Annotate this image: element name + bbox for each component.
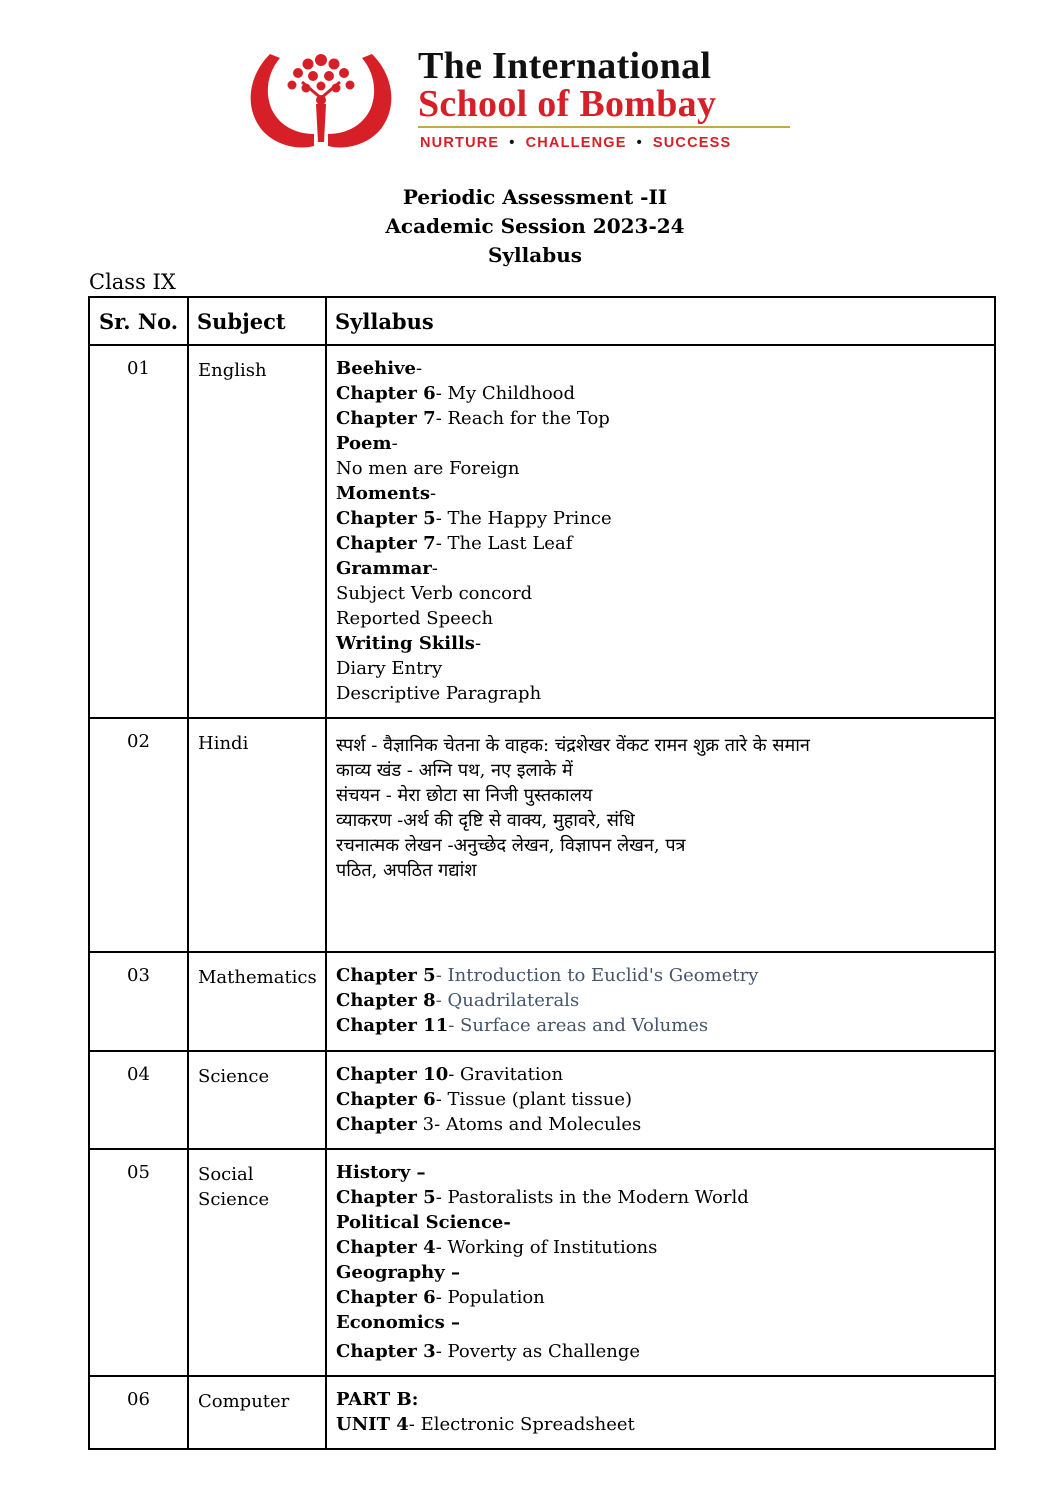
syllabus-text: Descriptive Paragraph [336, 683, 542, 704]
syllabus-heading: Chapter [336, 1114, 417, 1135]
syllabus-line [336, 506, 986, 531]
subject-name: Computer [188, 1376, 326, 1449]
syllabus-text: काव्य खंड - अग्नि पथ, नए इलाके में [336, 760, 573, 781]
syllabus-text: - Gravitation [448, 1064, 564, 1085]
document-titles [0, 183, 1058, 270]
serial-number: 03 [89, 952, 188, 1051]
school-name-line2: School of Bombay [418, 83, 717, 125]
syllabus-line [336, 631, 986, 656]
school-logo [240, 46, 402, 158]
syllabus-heading: Chapter 10 [336, 1064, 449, 1085]
syllabus-heading: Writing Skills [336, 633, 475, 654]
header-sr-no: Sr. No. [89, 297, 188, 345]
syllabus-line [336, 1112, 986, 1137]
syllabus-text: रचनात्मक लेखन -अनुच्छेद लेखन, विज्ञापन लेखन, पत्र [336, 835, 686, 856]
table-header-row [89, 297, 995, 345]
syllabus-heading: History – [336, 1162, 426, 1183]
syllabus-line [336, 988, 986, 1013]
syllabus-text: - The Last Leaf [435, 533, 573, 554]
syllabus-line [336, 858, 986, 883]
tagline-word: CHALLENGE [525, 135, 627, 151]
syllabus-text: - Pastoralists in the Modern World [435, 1187, 749, 1208]
school-tagline [420, 135, 731, 151]
class-label: Class IX [89, 270, 176, 294]
syllabus-text: - Quadrilaterals [435, 990, 580, 1011]
serial-number: 02 [89, 718, 188, 952]
syllabus-text: - My Childhood [435, 383, 576, 404]
syllabus-heading: PART B: [336, 1389, 419, 1410]
syllabus-line [336, 1210, 986, 1235]
bullet-icon: • [636, 135, 643, 151]
syllabus-cell [326, 1149, 995, 1376]
syllabus-line [336, 681, 986, 706]
table-row [89, 1149, 995, 1376]
syllabus-heading: Political Science- [336, 1212, 511, 1233]
syllabus-text: - Population [435, 1287, 545, 1308]
assessment-title: Periodic Assessment -II [402, 185, 668, 209]
header-divider [418, 126, 790, 128]
syllabus-cell [326, 1051, 995, 1149]
syllabus-text: व्याकरण -अर्थ की दृष्टि से वाक्य, मुहावरे, संधि [336, 810, 635, 831]
syllabus-line [336, 833, 986, 858]
syllabus-line [336, 656, 986, 681]
syllabus-text: - Surface areas and Volumes [448, 1015, 709, 1036]
syllabus-heading: Economics – [336, 1312, 461, 1333]
syllabus-text: संचयन - मेरा छोटा सा निजी पुस्तकालय [336, 785, 593, 806]
syllabus-text: - Electronic Spreadsheet [408, 1414, 635, 1435]
syllabus-line [336, 1339, 986, 1364]
syllabus-title: Syllabus [487, 243, 582, 267]
syllabus-heading: Chapter 8 [336, 990, 436, 1011]
subject-name: Hindi [188, 718, 326, 952]
syllabus-text: - [431, 558, 438, 579]
syllabus-line [336, 733, 986, 758]
syllabus-line [336, 1310, 986, 1335]
syllabus-text: - The Happy Prince [435, 508, 612, 529]
syllabus-text: 3- Atoms and Molecules [416, 1114, 642, 1135]
syllabus-line [336, 381, 986, 406]
syllabus-line [336, 1260, 986, 1285]
table-row [89, 1051, 995, 1149]
subject-name: Mathematics [188, 952, 326, 1051]
bullet-icon: • [509, 135, 516, 151]
syllabus-cell [326, 718, 995, 952]
school-header [0, 0, 1058, 170]
syllabus-line [336, 783, 986, 808]
syllabus-heading: Chapter 5 [336, 1187, 436, 1208]
syllabus-text: Reported Speech [336, 608, 494, 629]
syllabus-line [336, 356, 986, 381]
syllabus-line [336, 531, 986, 556]
syllabus-heading: Chapter 7 [336, 533, 436, 554]
syllabus-line [336, 481, 986, 506]
syllabus-heading: Chapter 3 [336, 1341, 436, 1362]
syllabus-line [336, 1235, 986, 1260]
syllabus-cell [326, 952, 995, 1051]
syllabus-text: No men are Foreign [336, 458, 520, 479]
tagline-word: SUCCESS [652, 135, 732, 151]
syllabus-heading: Chapter 11 [336, 1015, 449, 1036]
syllabus-line [336, 758, 986, 783]
syllabus-text: - Working of Institutions [435, 1237, 658, 1258]
syllabus-line [336, 1062, 986, 1087]
syllabus-line [336, 1412, 986, 1437]
syllabus-text: - Reach for the Top [435, 408, 610, 429]
syllabus-heading: Chapter 4 [336, 1237, 436, 1258]
serial-number: 01 [89, 345, 188, 718]
syllabus-heading: Grammar [336, 558, 432, 579]
syllabus-line [336, 581, 986, 606]
syllabus-line [336, 1185, 986, 1210]
serial-number: 05 [89, 1149, 188, 1376]
syllabus-line [336, 406, 986, 431]
subject-name: Science [188, 1051, 326, 1149]
syllabus-line [336, 963, 986, 988]
syllabus-heading: Geography – [336, 1262, 460, 1283]
serial-number: 06 [89, 1376, 188, 1449]
subject-name: English [188, 345, 326, 718]
header-syllabus: Syllabus [326, 297, 995, 345]
syllabus-text: स्पर्श - वैज्ञानिक चेतना के वाहक: चंद्रशेखर वेंकट रामन शुक्र तारे के समान [336, 735, 810, 756]
syllabus-line [336, 1160, 986, 1185]
syllabus-line [336, 556, 986, 581]
syllabus-heading: Chapter 6 [336, 1089, 436, 1110]
syllabus-text: - Tissue (plant tissue) [435, 1089, 633, 1110]
table-row [89, 718, 995, 952]
syllabus-text: - Poverty as Challenge [435, 1341, 640, 1362]
syllabus-text: - [474, 633, 482, 654]
syllabus-line [336, 1285, 986, 1310]
syllabus-heading: Chapter 5 [336, 508, 436, 529]
syllabus-line [336, 431, 986, 456]
syllabus-text: पठित, अपठित गद्यांश [336, 860, 477, 881]
school-name-line1: The International [418, 45, 712, 87]
syllabus-line [336, 606, 986, 631]
syllabus-text: - [391, 433, 398, 454]
syllabus-table [88, 296, 996, 1450]
syllabus-text: Diary Entry [336, 658, 443, 679]
syllabus-cell [326, 1376, 995, 1449]
syllabus-line [336, 1087, 986, 1112]
syllabus-heading: UNIT 4 [336, 1414, 409, 1435]
table-row [89, 1376, 995, 1449]
session-title: Academic Session 2023-24 [385, 214, 685, 238]
subject-name: Social Science [188, 1149, 326, 1376]
syllabus-heading: Poem [336, 433, 392, 454]
syllabus-heading: Chapter 6 [336, 383, 436, 404]
tagline-word: NURTURE [420, 135, 500, 151]
syllabus-text: Subject Verb concord [336, 583, 533, 604]
header-subject: Subject [188, 297, 326, 345]
syllabus-text: - [415, 358, 423, 379]
syllabus-line [336, 1013, 986, 1038]
syllabus-heading: Chapter 5 [336, 965, 436, 986]
syllabus-line [336, 456, 986, 481]
syllabus-line [336, 1387, 986, 1412]
syllabus-cell [326, 345, 995, 718]
syllabus-text: - [429, 483, 437, 504]
serial-number: 04 [89, 1051, 188, 1149]
table-row [89, 952, 995, 1051]
table-row [89, 345, 995, 718]
syllabus-text: - Introduction to Euclid's Geometry [435, 965, 759, 986]
syllabus-heading: Beehive [336, 358, 416, 379]
syllabus-heading: Chapter 7 [336, 408, 436, 429]
syllabus-heading: Chapter 6 [336, 1287, 436, 1308]
syllabus-heading: Moments [336, 483, 430, 504]
syllabus-line [336, 808, 986, 833]
